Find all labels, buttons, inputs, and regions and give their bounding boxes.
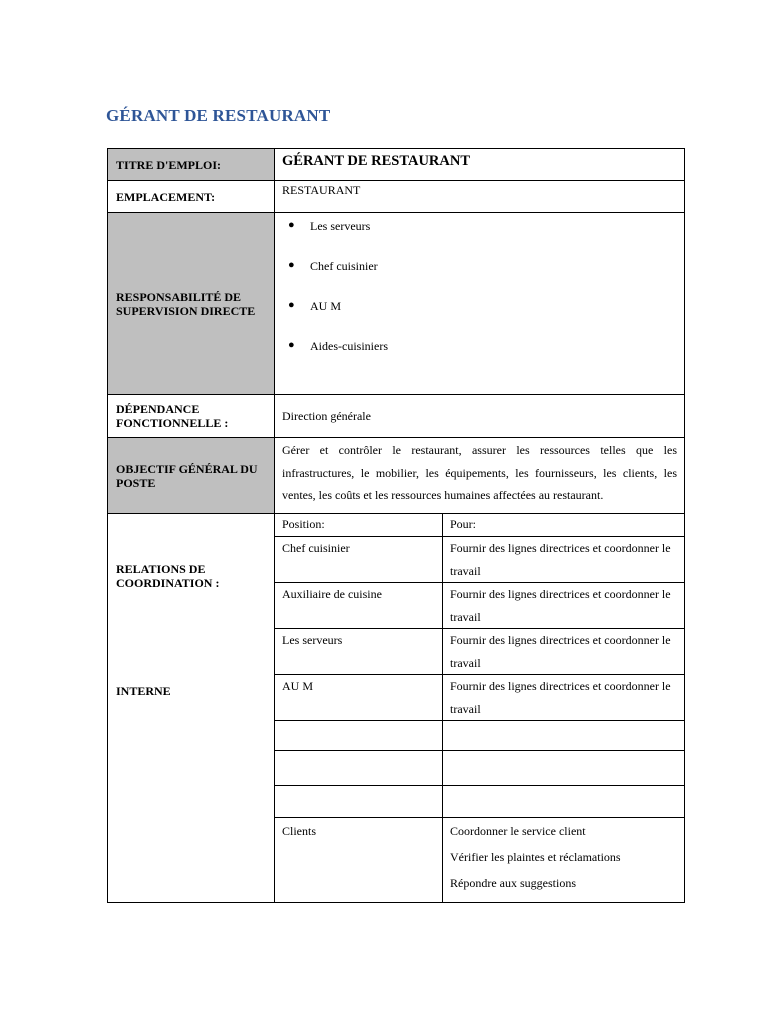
bullet-icon: ● [288,259,295,271]
objective-value: Gérer et contrôler le restaurant, assurer les ressources telles que les infrastructures, le mobilier, les équipements, les fournisseurs, les clients, les ventes, les coûts et les ressources humaines affectées au restaurant. [275,438,685,514]
empty-cell [275,751,443,786]
list-item-text: Les serveurs [310,219,371,233]
relations-row [108,514,685,903]
relations-label-line2: COORDINATION : [116,576,220,590]
empty-row [275,786,684,818]
supervision-list-cell [275,213,685,395]
clients-row [275,818,684,903]
for-cell: Fournir des lignes directrices et coordonner le travail [443,583,685,629]
relations-table [275,514,684,902]
relations-detail-cell [275,514,685,903]
for-cell: Fournir des lignes directrices et coordonner le travail [443,629,685,675]
position-cell: Chef cuisinier [275,537,443,583]
empty-row [275,751,684,786]
list-item [288,339,677,379]
bullet-icon: ● [288,339,295,351]
supervision-label [108,213,275,395]
table-row [275,537,684,583]
empty-row [275,721,684,751]
list-item [288,299,677,339]
objective-label [108,438,275,514]
relations-label-cell [108,514,275,903]
clients-tasks-cell [443,818,685,903]
table-row [275,583,684,629]
list-item-text: Chef cuisinier [310,259,378,273]
bullet-icon: ● [288,219,295,231]
job-title-label: TITRE D'EMPLOI: [108,149,275,181]
position-column-header: Position: [275,514,443,537]
supervision-list [282,213,677,379]
for-column-header: Pour: [443,514,685,537]
supervision-label-line2: SUPERVISION DIRECTE [116,303,256,318]
supervision-row [108,213,685,395]
dependency-value: Direction générale [275,395,685,438]
empty-cell [443,786,685,818]
clients-task: Coordonner le service client [450,824,586,838]
for-cell: Fournir des lignes directrices et coordonner le travail [443,537,685,583]
position-cell: Auxiliaire de cuisine [275,583,443,629]
supervision-label-line1: RESPONSABILITÉ DE [116,289,242,304]
relations-label-line1: RELATIONS DE [116,562,206,576]
clients-task: Répondre aux suggestions [450,876,576,890]
empty-cell [275,721,443,751]
for-cell: Fournir des lignes directrices et coordonner le travail [443,675,685,721]
clients-task: Vérifier les plaintes et réclamations [450,850,621,864]
clients-position-cell: Clients [275,818,443,903]
empty-cell [443,721,685,751]
dependency-label [108,395,275,438]
objective-label-line2: POSTE [116,475,156,490]
empty-cell [275,786,443,818]
dependency-label-line1: DÉPENDANCE [116,402,200,416]
job-description-table [107,148,685,903]
position-cell: AU M [275,675,443,721]
list-item-text: AU M [310,299,342,313]
dependency-label-line2: FONCTIONNELLE : [116,416,229,430]
location-label: EMPLACEMENT: [108,181,275,213]
job-title-row [108,149,685,181]
location-value: RESTAURANT [275,181,685,213]
bullet-icon: ● [288,299,295,311]
dependency-row [108,395,685,438]
relations-header-row [275,514,684,537]
table-row [275,629,684,675]
relations-label [116,562,276,590]
job-title-value: GÉRANT DE RESTAURANT [275,149,685,181]
empty-cell [443,751,685,786]
position-cell: Les serveurs [275,629,443,675]
table-row [275,675,684,721]
list-item [288,259,677,299]
objective-label-line1: OBJECTIF GÉNÉRAL DU [116,461,258,476]
list-item [288,219,677,259]
location-row [108,181,685,213]
internal-label: INTERNE [116,684,171,698]
document-heading: GÉRANT DE RESTAURANT [106,106,331,125]
objective-row [108,438,685,514]
list-item-text: Aides-cuisiniers [310,339,388,353]
